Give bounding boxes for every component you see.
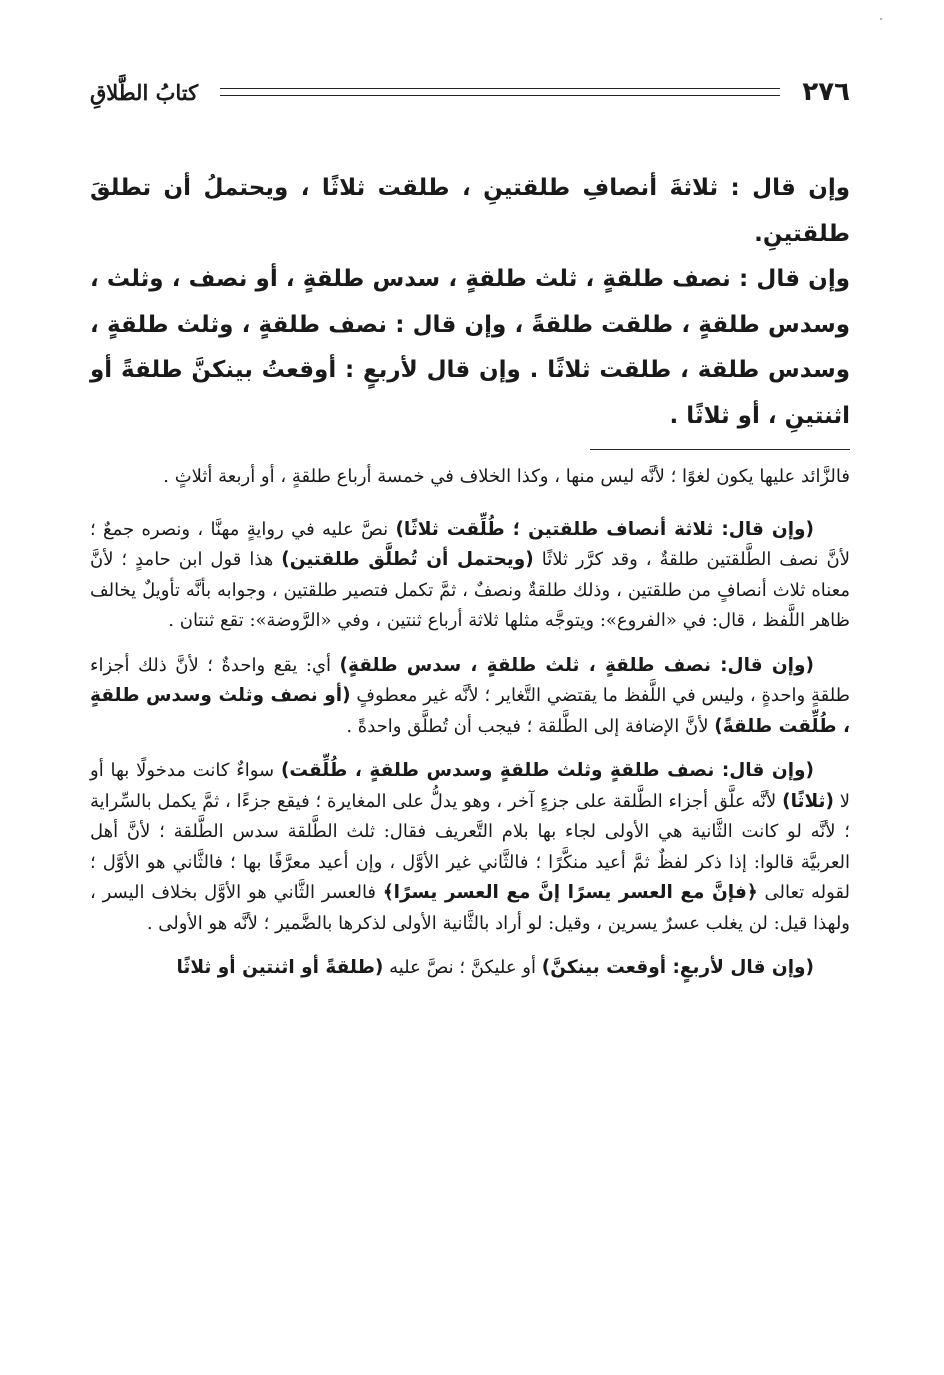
quoted-matn: (طلقةً أو اثنتين أو ثلاثًا — [176, 957, 384, 978]
commentary-text: لأنَّ الإضافة إلى الطَّلقة ؛ فيجب أن تُطلَّق واحدةً . — [346, 715, 715, 737]
quoted-matn: (وإن قال: نصف طلقةٍ وثلث طلقةٍ وسدس طلقةٍ ، طُلِّقت) — [280, 760, 814, 781]
commentary-text: فالعسر الثَّاني هو الأوَّل بخلاف اليسر ، ولهذا قيل: لن يغلب عسرٌ يسرين ، وقيل: لو أراد بالثَّانية الأولى لذكرها بالضَّمير ؛ لأنَّه هو الأولى . — [90, 882, 850, 934]
book-title: كتابُ الطَّلاقِ — [90, 79, 199, 105]
header-rule — [220, 88, 780, 96]
commentary-paragraph — [90, 953, 850, 984]
commentary-text: أي: يقع واحدةٌ ؛ لأنَّ ذلك أجزاء طلقةٍ واحدةٍ ، وليس في اللَّفظ ما يقتضي التَّغاير ؛ لأنَّه غير معطوفٍ — [90, 654, 851, 706]
sharh-commentary — [90, 462, 850, 984]
commentary-text: هذا قول ابن حامدٍ ؛ لأنَّ معناه ثلاث أنصافٍ من طلقتين ، وذلك طلقةٌ ونصفٌ ، ثمَّ تكمل فتصير طلقتين ، وجوابه بأنَّه تأويلٌ يخالف ظاهر اللَّفظ ، قال: في «الفروع»: ويتوجَّه مثلها ثلاثة أرباع ثنتين ، وفي «الرَّوضة»: تقع ثنتان . — [90, 549, 850, 631]
quoted-matn: (ويحتمل أن تُطلَّق طلقتين) — [281, 549, 534, 570]
quoted-matn: (ثلاثًا) — [782, 790, 834, 812]
quoted-matn: (وإن قال: نصف طلقةٍ ، ثلث طلقةٍ ، سدس طلقةٍ) — [339, 654, 814, 676]
matn-text — [90, 166, 850, 439]
page-number: ٢٧٦ — [802, 77, 850, 107]
quoted-matn: (وإن قال: ثلاثة أنصاف طلقتين ؛ طُلِّقت ثلاثًا) — [395, 518, 814, 540]
commentary-paragraph — [90, 651, 850, 743]
matn-paragraph: وإن قال : ثلاثةَ أنصافِ طلقتينِ ، طلقت ثلاثًا ، ويحتملُ أن تطلقَ طلقتينِ. — [90, 175, 850, 247]
quran-verse: ﴿فإنَّ مع العسر يسرًا إنَّ مع العسر يسرًا﴾ — [382, 882, 758, 903]
matn-paragraph: وإن قال : نصف طلقةٍ ، ثلث طلقةٍ ، سدس طلقةٍ ، أو نصف ، وثلث ، وسدس طلقةٍ ، طلقت طلقةً ، وإن قال : نصف طلقةٍ ، وثلث طلقةٍ ، وسدس طلقة ، طلقت ثلاثًا . وإن قال لأربعٍ : أوقعتُ بينكنَّ طلقةً أو اثنتينِ ، أو ثلاثًا . — [90, 266, 850, 429]
commentary-text: فالزَّائد عليها يكون لغوًا ؛ لأنَّه ليس منها ، وكذا الخلاف في خمسة أرباع طلقةٍ ، أو أربعة أثلاثٍ . — [163, 466, 850, 487]
quoted-matn: (وإن قال لأربعٍ: أوقعت بينكنَّ) — [541, 957, 814, 978]
commentary-separator — [590, 449, 850, 450]
commentary-text: لأنَّه علَّق أجزاء الطَّلقة على جزءٍ آخر ، وهو يدلُّ على المغايرة ؛ فيقع جزءًا ، ثمَّ يكمل بالسِّراية ؛ لأنَّه لو كانت الثَّانية هي الأولى لجاء بها بلام التَّعريف فقال: ثلث الطَّلقة سدس الطَّلقة ؛ لأنَّ أهل العربيَّة قالوا: إذا ذكر لفظٌ ثمَّ أعيد منكَّرًا ؛ فالثَّاني غير الأوَّل ، وإن أعيد معرَّفًا بها ؛ فالثَّاني هو الأوَّل ؛ لقوله تعالى — [90, 790, 850, 903]
commentary-paragraph — [90, 756, 850, 939]
page-speck — [880, 18, 882, 20]
commentary-text: أو عليكنَّ ؛ نصَّ عليه — [383, 957, 542, 978]
commentary-text: نصَّ عليه في روايةٍ مهنَّا ، ونصره جمعٌ ؛ لأنَّ نصف الطَّلقتين طلقةٌ ، وقد كرَّر ثلاثًا — [90, 518, 850, 570]
commentary-paragraph — [90, 515, 850, 637]
commentary-text: سواءٌ كانت مدخولًا بها أو لا — [90, 760, 850, 812]
commentary-paragraph — [90, 462, 850, 493]
quoted-matn: (أو نصف وثلث وسدس طلقةٍ ، طُلِّقت طلقةً) — [90, 685, 850, 737]
page-header — [90, 70, 850, 114]
book-page — [90, 70, 850, 1350]
